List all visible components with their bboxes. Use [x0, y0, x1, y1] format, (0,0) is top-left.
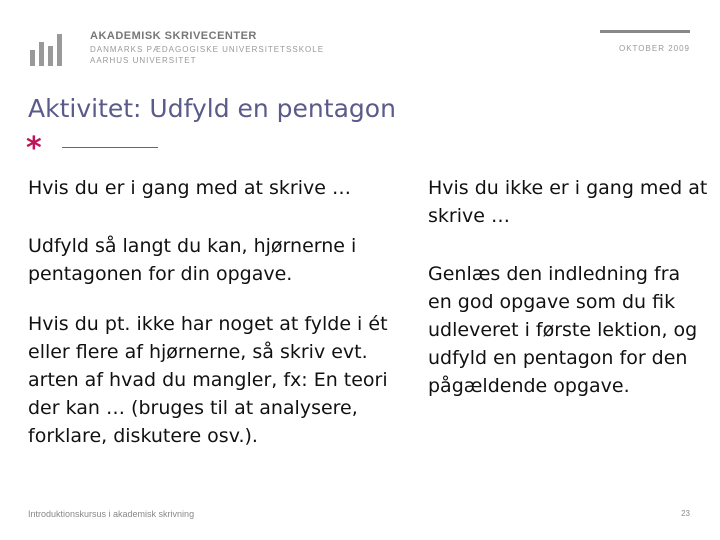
right-paragraph-1: Genlæs den indledning fra en god opgave som du fik udleveret i første lektion, og udfyld en pentagon for den pågældende opgave. [428, 263, 698, 397]
title-underline [62, 147, 158, 148]
university-name: AARHUS UNIVERSITET [90, 56, 197, 65]
left-paragraph-2: Hvis du pt. ikke har noget at fylde i ét eller flere af hjørnerne, så skriv evt. arten af hvad du mangler, fx: En teori der kan … (bruges til at analysere, forklare, diskutere osv.). [28, 313, 388, 447]
header-date: OKTOBER 2009 [619, 44, 690, 53]
left-paragraph-1: Udfyld så langt du kan, hjørnerne i pentagonen for din opgave. [28, 235, 357, 285]
right-column [428, 174, 708, 422]
left-column [28, 174, 403, 472]
institution-block [90, 30, 324, 66]
right-heading: Hvis du ikke er i gang med at skrive … [428, 177, 708, 227]
asterisk-icon: * [26, 131, 42, 166]
header-rule [600, 30, 690, 33]
footer-course: Introduktionskursus i akademisk skrivning [28, 509, 195, 519]
school-name: DANMARKS PÆDAGOGISKE UNIVERSITETSSKOLE [90, 45, 325, 54]
slide-title: Aktivitet: Udfyld en pentagon [28, 94, 396, 123]
institution-name: AKADEMISK SKRIVECENTER [90, 30, 257, 42]
university-logo-icon [28, 30, 72, 66]
page-number: 23 [681, 509, 690, 518]
left-heading: Hvis du er i gang med at skrive … [28, 177, 351, 199]
